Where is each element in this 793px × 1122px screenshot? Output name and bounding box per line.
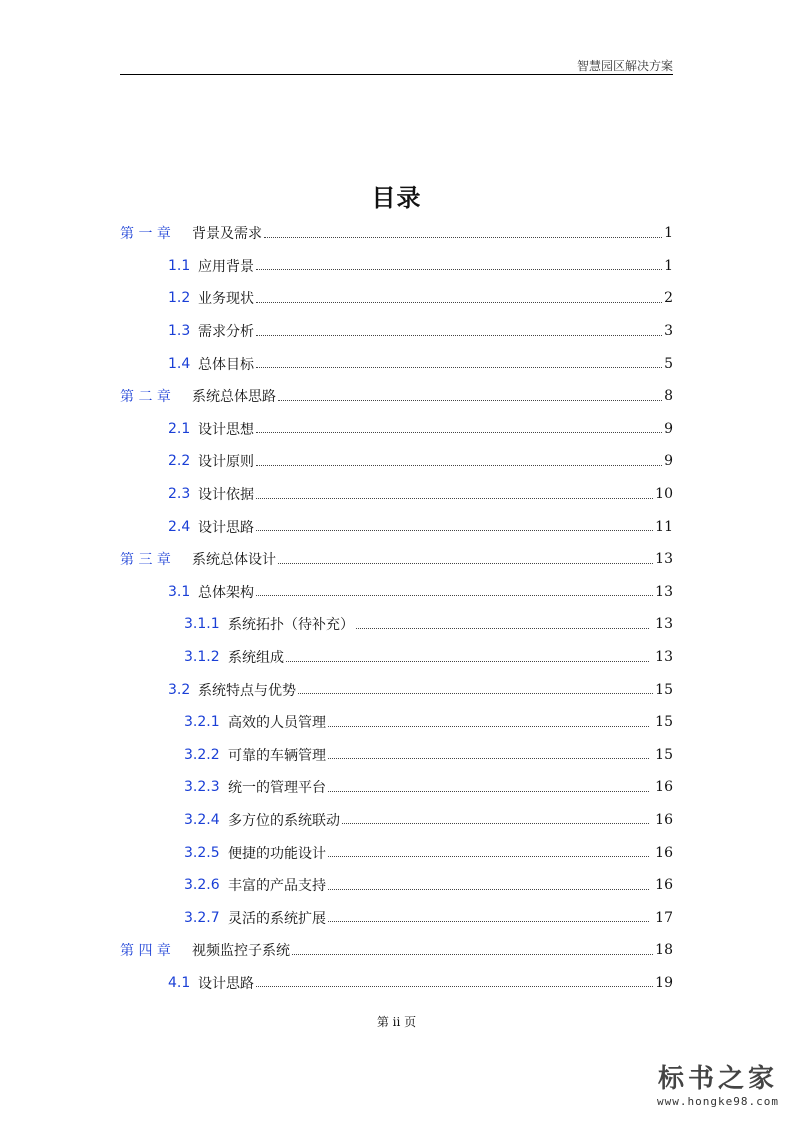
toc-entry-page: 16 <box>655 844 673 861</box>
toc-entry-number: 第 二 章 <box>120 389 171 406</box>
toc-entry-page: 15 <box>655 681 673 698</box>
toc-entry-number: 1.2 <box>168 290 191 307</box>
toc-entry[interactable] <box>120 413 673 446</box>
toc-dot-leader <box>328 791 649 792</box>
toc-entry[interactable] <box>120 804 673 837</box>
toc-dot-leader <box>256 335 662 336</box>
toc-dot-leader <box>292 954 653 955</box>
toc-dot-leader <box>264 237 662 238</box>
toc-entry[interactable] <box>120 641 673 674</box>
header-title: 智慧园区解决方案 <box>576 59 673 73</box>
toc-entry-title: 设计思想 <box>198 421 254 438</box>
toc-entry-title: 业务现状 <box>198 291 254 308</box>
toc-title: 目录 <box>371 183 422 212</box>
toc-entry[interactable] <box>120 739 673 772</box>
toc-entry-page: 8 <box>664 388 673 405</box>
toc-entry-number: 2.3 <box>168 486 191 503</box>
toc-entry-page: 9 <box>664 420 673 437</box>
toc-entry-page: 16 <box>655 811 673 828</box>
toc-dot-leader <box>256 986 653 987</box>
watermark <box>657 1058 779 1108</box>
toc-entry-page: 19 <box>655 974 673 991</box>
toc-dot-leader <box>256 269 662 270</box>
toc-entry-page: 16 <box>655 779 673 796</box>
toc-entry-number: 3.2.7 <box>184 909 220 926</box>
toc-entry[interactable] <box>120 869 673 902</box>
watermark-url: www.hongke98.com <box>657 1095 779 1108</box>
toc-entry-page: 1 <box>664 225 673 242</box>
watermark-logo: 标书之家 <box>658 1064 779 1094</box>
toc-entry[interactable] <box>120 543 673 576</box>
header-divider <box>120 74 673 75</box>
toc-entry-number: 4.1 <box>168 974 191 991</box>
toc-dot-leader <box>278 400 662 401</box>
toc-entry-number: 1.1 <box>168 257 191 274</box>
toc-entry-title: 需求分析 <box>198 324 254 341</box>
toc-entry-page: 2 <box>664 290 673 307</box>
toc-entry-number: 第 四 章 <box>120 943 171 960</box>
toc-entry-title: 统一的管理平台 <box>228 780 326 797</box>
toc-entry[interactable] <box>120 836 673 869</box>
toc-entry-page: 15 <box>655 746 673 763</box>
toc-entry-page: 13 <box>655 616 673 633</box>
toc-entry-page: 9 <box>664 453 673 470</box>
toc-entry[interactable] <box>120 901 673 934</box>
toc-dot-leader <box>328 726 649 727</box>
toc-entry-title: 应用背景 <box>198 258 254 275</box>
toc-entry-page: 13 <box>655 649 673 666</box>
toc-entry[interactable] <box>120 282 673 315</box>
toc-entry-number: 3.1.1 <box>184 616 220 633</box>
toc-entry-number: 3.1.2 <box>184 649 220 666</box>
toc-entry-title: 系统总体设计 <box>192 552 276 569</box>
toc-entry[interactable] <box>120 608 673 641</box>
toc-entry-number: 1.3 <box>168 323 191 340</box>
toc-dot-leader <box>256 498 653 499</box>
toc-entry-page: 10 <box>655 486 673 503</box>
toc-entry-title: 灵活的系统扩展 <box>228 910 326 927</box>
toc-entry-page: 18 <box>655 942 673 959</box>
toc-entry-title: 设计依据 <box>198 487 254 504</box>
toc-entry-number: 第 三 章 <box>120 552 171 569</box>
toc-dot-leader <box>298 693 653 694</box>
page-footer: 第 ii 页 <box>376 1015 417 1029</box>
toc-entry-number: 2.4 <box>168 518 191 535</box>
toc-entry[interactable] <box>120 771 673 804</box>
toc-entry-number: 3.1 <box>168 583 191 600</box>
toc-entry-title: 设计原则 <box>198 454 254 471</box>
toc-entry-number: 3.2.6 <box>184 877 220 894</box>
toc-entry-title: 系统特点与优势 <box>198 682 296 699</box>
toc-entry-page: 11 <box>655 518 673 535</box>
toc-dot-leader <box>256 432 662 433</box>
toc-entry-page: 16 <box>655 877 673 894</box>
toc-dot-leader <box>256 465 662 466</box>
toc-entry-number: 2.2 <box>168 453 191 470</box>
toc-entry-title: 系统总体思路 <box>192 389 276 406</box>
toc-entry-page: 13 <box>655 551 673 568</box>
toc-entry-title: 总体目标 <box>198 356 254 373</box>
toc-entry-title: 高效的人员管理 <box>228 715 326 732</box>
toc-entry[interactable] <box>120 576 673 609</box>
toc-entry[interactable] <box>120 250 673 283</box>
toc-entry[interactable] <box>120 673 673 706</box>
toc-entry-number: 3.2.4 <box>184 811 220 828</box>
toc-dot-leader <box>356 628 649 629</box>
toc-entry-title: 设计思路 <box>198 975 254 992</box>
toc-entry[interactable] <box>120 380 673 413</box>
toc-entry-number: 3.2.3 <box>184 779 220 796</box>
toc-dot-leader <box>256 367 662 368</box>
toc-entry-page: 15 <box>655 714 673 731</box>
toc-entry-title: 视频监控子系统 <box>192 943 290 960</box>
toc-dot-leader <box>256 595 653 596</box>
toc-entry-title: 总体架构 <box>198 584 254 601</box>
toc-entry-page: 1 <box>664 257 673 274</box>
toc-entry[interactable] <box>120 478 673 511</box>
toc-dot-leader <box>342 823 649 824</box>
toc-entry[interactable] <box>120 706 673 739</box>
toc-entry[interactable] <box>120 315 673 348</box>
toc-entry-title: 便捷的功能设计 <box>228 845 326 862</box>
toc-entry-title: 多方位的系统联动 <box>228 812 340 829</box>
toc-entry-title: 设计思路 <box>198 519 254 536</box>
toc-dot-leader <box>328 921 649 922</box>
toc-entry-title: 系统组成 <box>228 650 284 667</box>
toc-dot-leader <box>328 758 649 759</box>
toc-entry-title: 丰富的产品支持 <box>228 878 326 895</box>
toc-entry[interactable] <box>120 967 673 1000</box>
toc-entry-number: 第 一 章 <box>120 226 171 243</box>
toc-entry[interactable] <box>120 510 673 543</box>
toc-entry-number: 3.2.1 <box>184 714 220 731</box>
toc-dot-leader <box>328 889 649 890</box>
toc-entry-page: 3 <box>664 323 673 340</box>
toc-entry-number: 2.1 <box>168 420 191 437</box>
toc-entry-number: 1.4 <box>168 355 191 372</box>
toc-entry-page: 5 <box>664 355 673 372</box>
toc-entry-page: 13 <box>655 583 673 600</box>
toc-dot-leader <box>328 856 649 857</box>
toc-entry-page: 17 <box>655 909 673 926</box>
toc-entry[interactable] <box>120 934 673 967</box>
table-of-contents <box>120 217 673 999</box>
toc-entry-title: 系统拓扑（待补充） <box>228 617 354 634</box>
toc-dot-leader <box>278 563 653 564</box>
toc-entry-number: 3.2.5 <box>184 844 220 861</box>
toc-entry-title: 可靠的车辆管理 <box>228 747 326 764</box>
toc-entry[interactable] <box>120 347 673 380</box>
toc-dot-leader <box>256 530 653 531</box>
toc-entry[interactable] <box>120 217 673 250</box>
toc-dot-leader <box>286 661 649 662</box>
toc-entry[interactable] <box>120 445 673 478</box>
toc-entry-title: 背景及需求 <box>192 226 262 243</box>
toc-entry-number: 3.2.2 <box>184 746 220 763</box>
toc-entry-number: 3.2 <box>168 681 191 698</box>
toc-dot-leader <box>256 302 662 303</box>
